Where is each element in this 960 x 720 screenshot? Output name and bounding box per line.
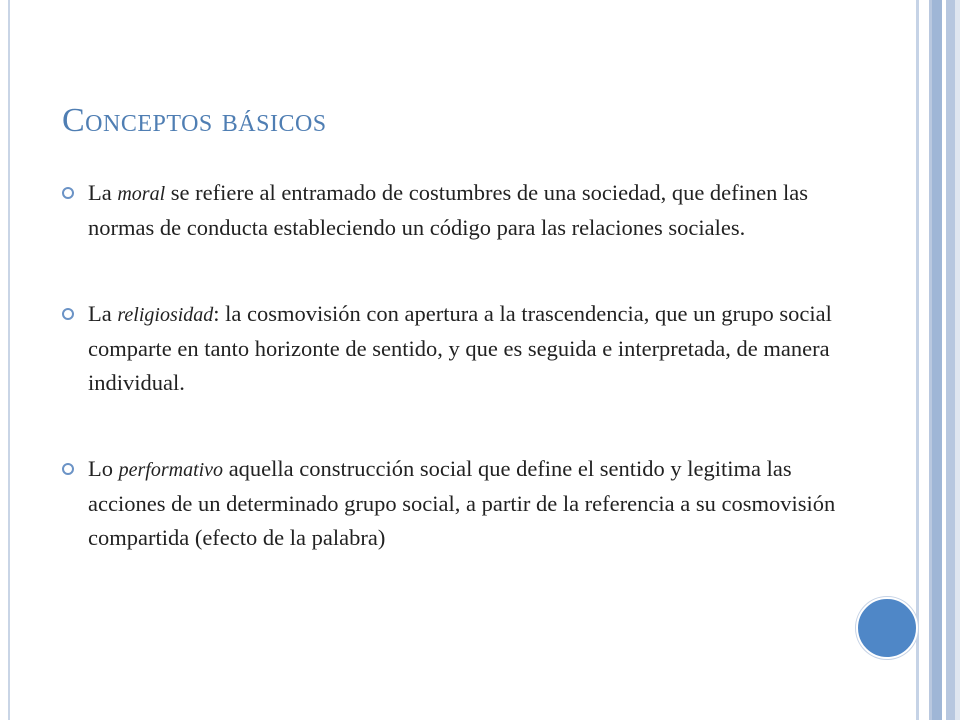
- item-lead: La: [88, 301, 118, 326]
- list-item: [58, 176, 838, 245]
- item-text: se refiere al entramado de costumbres de una sociedad, que definen las normas de conducta estableciendo un código para las relaciones sociales.: [88, 180, 809, 240]
- item-lead: Lo: [88, 456, 119, 481]
- decorative-stripe: [946, 0, 955, 720]
- decorative-circle: [856, 597, 918, 659]
- bullet-list: [58, 176, 838, 607]
- list-item: [58, 297, 838, 400]
- item-term: religiosidad: [117, 304, 214, 326]
- item-term: performativo: [118, 459, 224, 481]
- slide-title: Conceptos básicos: [62, 102, 327, 139]
- bullet-circle-icon: [62, 463, 74, 475]
- decorative-stripe: [955, 0, 960, 720]
- list-item: [58, 452, 838, 555]
- bullet-circle-icon: [62, 187, 74, 199]
- bullet-circle-icon: [62, 308, 74, 320]
- left-border-line: [8, 0, 10, 720]
- item-lead: La: [88, 180, 118, 205]
- decorative-stripe: [919, 0, 929, 720]
- item-text: aquella construcción social que define el sentido y legitima las acciones de un determinado grupo social, a partir de la referencia a su cosmovisión compartida (efecto de la palabra): [88, 456, 836, 550]
- item-term: moral: [117, 183, 166, 205]
- item-text: : la cosmovisión con apertura a la trascendencia, que un grupo social comparte en tanto horizonte de sentido, y que es seguida e interpretada, de manera individual.: [88, 301, 832, 395]
- decorative-stripe: [932, 0, 942, 720]
